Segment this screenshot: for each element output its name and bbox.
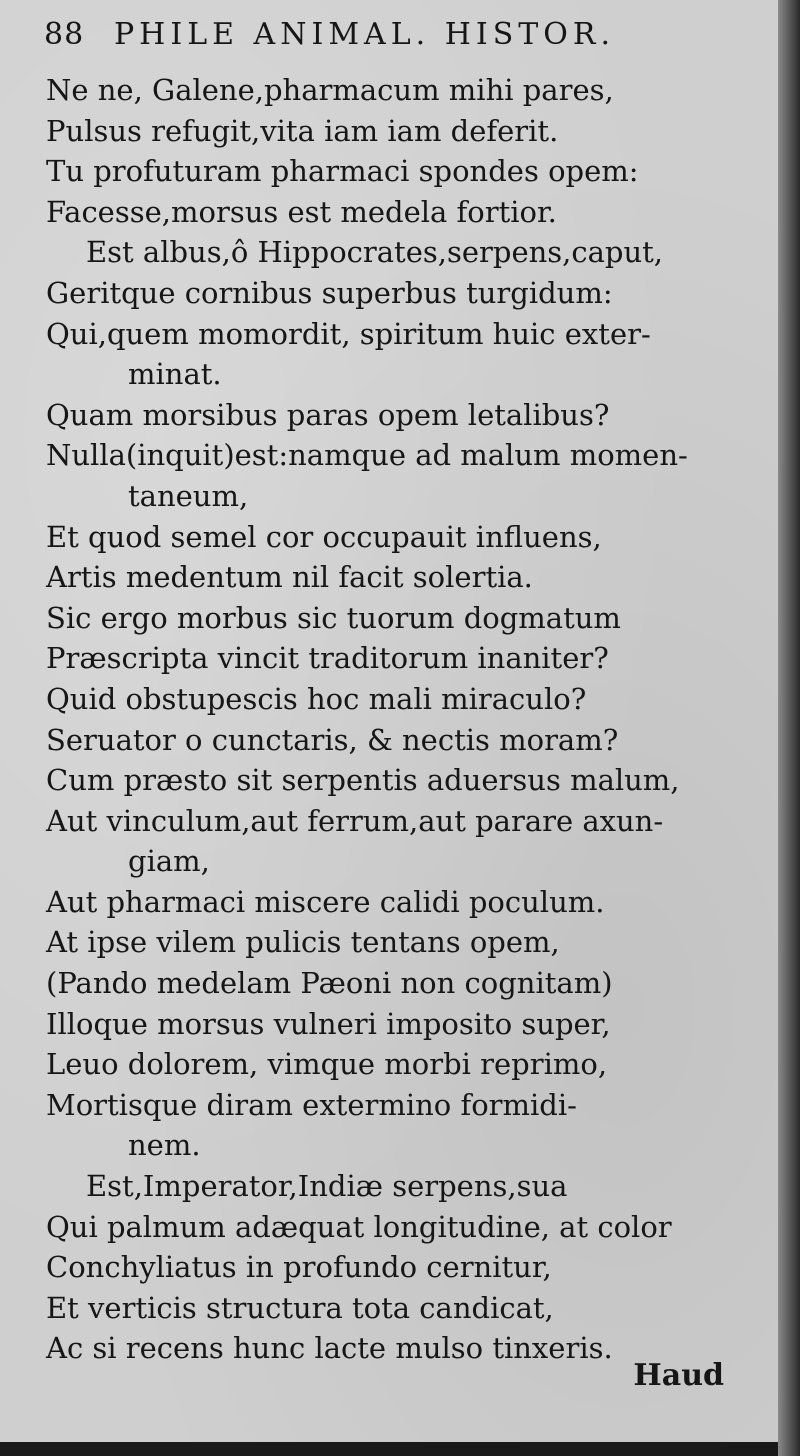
verse-line: Ne ne, Galene,pharmacum mihi pares, <box>46 73 614 107</box>
verse-line: taneum, <box>128 478 249 513</box>
verse-line: At ipse vilem pulicis tentans opem, <box>46 925 560 960</box>
verse-line: Et quod semel cor occupauit influens, <box>46 519 602 554</box>
verse-line: Seruator o cunctaris, & nectis moram? <box>46 722 619 757</box>
verse-line: minat. <box>128 357 222 392</box>
verse-line: Mortisque diram extermino formidi- <box>46 1087 577 1122</box>
verse-line: Illoque morsus vulneri imposito super, <box>46 1006 611 1041</box>
verse-line: Sic ergo morbus sic tuorum dogmatum <box>46 600 621 635</box>
page-header <box>44 14 704 56</box>
verse-line: Quam morsibus paras opem letalibus? <box>46 397 610 432</box>
verse-line: Et verticis structura tota candicat, <box>46 1290 554 1325</box>
verse-line: Aut vinculum,aut ferrum,aut parare axun- <box>46 803 664 838</box>
verse-text <box>0 70 760 1369</box>
running-title: PHILE ANIMAL. HISTOR. <box>114 17 615 52</box>
verse-line: Geritque cornibus superbus turgidum: <box>46 275 613 310</box>
verse-line: Est albus,ô Hippocrates,serpens,caput, <box>86 235 664 270</box>
verse-line: Aut pharmaci miscere calidi poculum. <box>46 884 605 919</box>
verse-line: Præscripta vincit traditorum inaniter? <box>46 641 609 676</box>
verse-line: Qui palmum adæquat longitudine, at color <box>46 1209 672 1244</box>
verse-line: giam, <box>128 844 210 879</box>
verse-line: Pulsus refugit,vita iam iam deferit. <box>46 113 559 148</box>
page-number: 88 <box>44 17 85 52</box>
verse-line: nem. <box>128 1128 201 1163</box>
verse-line: Conchyliatus in profundo cernitur, <box>46 1250 552 1285</box>
verse-line: Cum præsto sit serpentis aduersus malum, <box>46 763 680 798</box>
verse-line: Leuo dolorem, vimque morbi reprimo, <box>46 1047 608 1082</box>
verse-line: Qui,quem momordit, spiritum huic exter- <box>46 316 651 351</box>
verse-line: Nulla(inquit)est:namque ad malum momen- <box>46 438 688 473</box>
verse-line: (Pando medelam Pæoni non cognitam) <box>46 966 613 1001</box>
verse-line: Ac si recens hunc lacte mulso tinxeris. <box>46 1331 613 1366</box>
verse-line: Quid obstupescis hoc mali miraculo? <box>46 681 587 716</box>
verse-line: Est,Imperator,Indiæ serpens,sua <box>86 1169 568 1204</box>
page-edge <box>778 0 800 1456</box>
catchword: Haud <box>633 1358 724 1393</box>
verse-line: Facesse,morsus est medela fortior. <box>46 194 557 229</box>
verse-line: Artis medentum nil facit solertia. <box>46 560 533 595</box>
verse-line: Tu profuturam pharmaci spondes opem: <box>46 154 639 189</box>
